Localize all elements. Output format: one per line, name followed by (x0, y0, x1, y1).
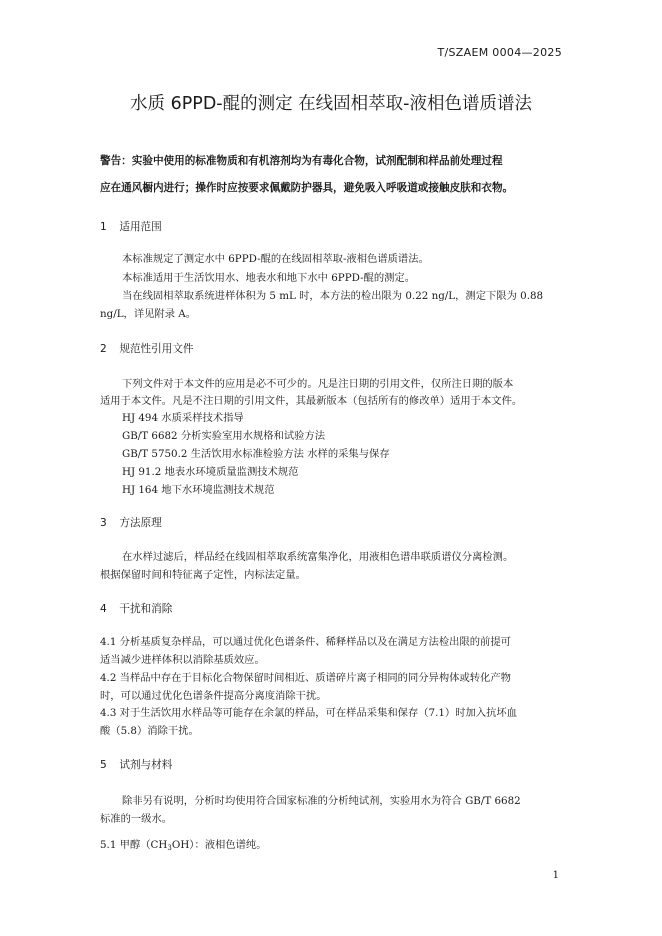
s1-para-3-line-1: 当在线固相萃取系统进样体积为 5 mL 时，本方法的检出限为 0.22 ng/L，测定下限为 0.88 (122, 290, 544, 302)
section-1-number: 1 (100, 221, 107, 233)
document-code: T/SZAEM 0004—2025 (437, 46, 562, 59)
section-3-title: 方法原理 (119, 517, 162, 529)
reference-item: GB/T 5750.2 生活饮用水标准检验方法 水样的采集与保存 (122, 448, 390, 460)
section-2-number: 2 (100, 343, 107, 355)
s3-para-1-line-2: 根据保留时间和特征离子定性，内标法定量。 (100, 569, 306, 581)
section-1-title: 适用范围 (119, 221, 162, 233)
reference-item: HJ 494 水质采样技术指导 (122, 412, 244, 424)
document-title: 水质 6PPD-醌的测定 在线固相萃取-液相色谱质谱法 (130, 94, 532, 114)
section-4-title: 干扰和消除 (119, 603, 173, 615)
s4-item-2-line-2: 时，可以通过优化色谱条件提高分离度消除干扰。 (100, 690, 327, 702)
s1-para-1: 本标准规定了测定水中 6PPD-醌的在线固相萃取-液相色谱质谱法。 (122, 253, 429, 265)
s5-item-1-subscript: 3 (167, 844, 172, 852)
section-4-number: 4 (100, 603, 107, 615)
s3-para-1-line-1: 在水样过滤后，样品经在线固相萃取系统富集净化，用液相色谱串联质谱仪分离检测。 (122, 551, 514, 563)
s4-item-1-line-2: 适当减少进样体积以消除基质效应。 (100, 654, 265, 666)
section-5-title: 试剂与材料 (119, 759, 173, 771)
reference-item: GB/T 6682 分析实验室用水规格和试验方法 (122, 430, 326, 442)
s1-para-2: 本标准适用于生活饮用水、地表水和地下水中 6PPD-醌的测定。 (122, 272, 416, 284)
s1-para-3-line-2: ng/L，详见附录 A。 (100, 308, 197, 320)
section-2-title: 规范性引用文件 (119, 343, 194, 355)
section-5-heading (100, 757, 172, 772)
s5-item-1 (100, 836, 267, 852)
s4-item-2-line-1: 4.2 当样品中存在于目标化合物保留时间相近、质谱碎片离子相同的同分异构体或转化产物 (100, 672, 511, 684)
section-3-number: 3 (100, 517, 107, 529)
section-5-number: 5 (100, 759, 107, 771)
s5-item-1-prefix: 5.1 甲醇（CH (100, 839, 168, 851)
s2-para-1-line-1: 下列文件对于本文件的应用是必不可少的。凡是注日期的引用文件，仅所注日期的版本 (122, 378, 514, 390)
reference-item: HJ 91.2 地表水环境质量监测技术规范 (122, 466, 299, 478)
section-2-heading (100, 341, 194, 356)
section-4-heading (100, 601, 172, 616)
warning-line-2: 应在通风橱内进行；操作时应按要求佩戴防护器具，避免吸入呼吸道或接触皮肤和衣物。 (100, 182, 514, 194)
s5-item-1-suffix: OH）：液相色谱纯。 (171, 839, 267, 851)
s5-para-1-line-2: 标准的一级水。 (100, 813, 173, 825)
s4-item-3-line-1: 4.3 对于生活饮用水样品等可能存在余氯的样品，可在样品采集和保存（7.1）时加入抗坏血 (100, 707, 518, 719)
reference-item: HJ 164 地下水环境监测技术规范 (122, 484, 275, 496)
s4-item-3-line-2: 酸（5.8）消除干扰。 (100, 725, 199, 737)
warning-line-1: 警告：实验中使用的标准物质和有机溶剂均为有毒化合物，试剂配制和样品前处理过程 (100, 155, 503, 167)
section-3-heading (100, 515, 162, 530)
s5-para-1-line-1: 除非另有说明，分析时均使用符合国家标准的分析纯试剂，实验用水为符合 GB/T 6682 (122, 795, 521, 807)
page-number: 1 (552, 870, 559, 881)
s4-item-1-line-1: 4.1 分析基质复杂样品，可以通过优化色谱条件、稀释样品以及在满足方法检出限的前提可 (100, 636, 511, 648)
s2-para-1-line-2: 适用于本文件。凡是不注日期的引用文件，其最新版本（包括所有的修改单）适用于本文件。 (100, 395, 523, 407)
section-1-heading (100, 219, 162, 234)
